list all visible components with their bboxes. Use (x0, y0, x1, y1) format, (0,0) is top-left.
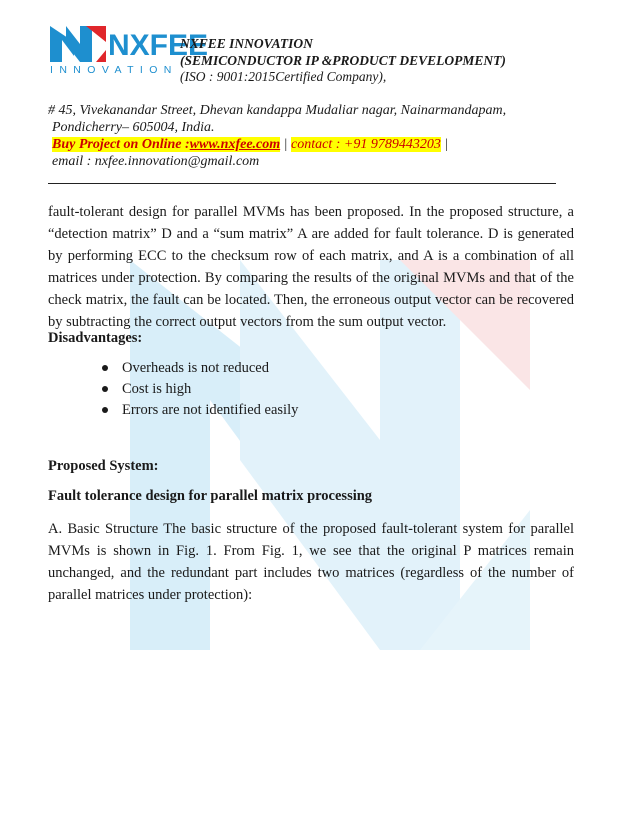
logo-subtitle: INNOVATION (50, 64, 178, 76)
header-divider (48, 183, 556, 184)
address-line-1: # 45, Vivekanandar Street, Dhevan kandappa Mudaliar nagar, Nainarmandapam, (48, 103, 507, 118)
company-tagline: (SEMICONDUCTOR IP &PRODUCT DEVELOPMENT) (180, 52, 506, 68)
separator: | (280, 137, 292, 152)
buy-label: Buy Project on Online : (52, 137, 190, 152)
address-line-2: Pondicherry– 605004, India. (52, 120, 215, 135)
proposed-system-heading: Proposed System: (48, 458, 159, 474)
bullet-icon (102, 407, 108, 413)
list-item: Cost is high (98, 379, 298, 400)
logo-wordmark: NXFEE (108, 29, 209, 62)
paragraph-intro: fault-tolerant design for parallel MVMs has been proposed. In the proposed structure, a “detection matrix” D and a “sum matrix” A are added for fault tolerance. D is generated by performing ECC to the checksum row of each matrix, and A is a combination of all matrices under protection. By comparing the results of the original MVMs and that of the check matrix, the fault can be located. Then, the erroneous output vector can be recovered by subtracting the correct output vectors from the sum output vector. (48, 204, 574, 330)
contact-line (48, 136, 506, 153)
bullet-icon (102, 386, 108, 392)
address-block (48, 102, 506, 170)
company-iso: (ISO : 9001:2015Certified Company), (180, 69, 387, 84)
contact-phone: contact : +91 9789443203 (291, 137, 441, 152)
company-name: NXFEE INNOVATION (180, 36, 313, 51)
disadvantages-heading: Disadvantages: (48, 330, 143, 346)
company-block (180, 36, 506, 86)
fault-tolerance-heading: Fault tolerance design for parallel matrix processing (48, 488, 373, 504)
email-line: email : nxfee.innovation@gmail.com (52, 154, 260, 169)
disadvantages-list (98, 358, 298, 421)
bullet-icon (102, 365, 108, 371)
paragraph-basic-structure: A. Basic Structure The basic structure of the proposed fault-tolerant system for parallel MVMs is shown in Fig. 1. From Fig. 1, we see that the original P matrices remain unchanged, and the redundant part includes two matrices (regardless of the number of parallel matrices under protection): (48, 521, 574, 603)
list-item: Errors are not identified easily (98, 400, 298, 421)
list-item: Overheads is not reduced (98, 358, 298, 379)
website-link[interactable]: www.nxfee.com (189, 137, 281, 152)
trailing-separator: | (440, 137, 449, 152)
